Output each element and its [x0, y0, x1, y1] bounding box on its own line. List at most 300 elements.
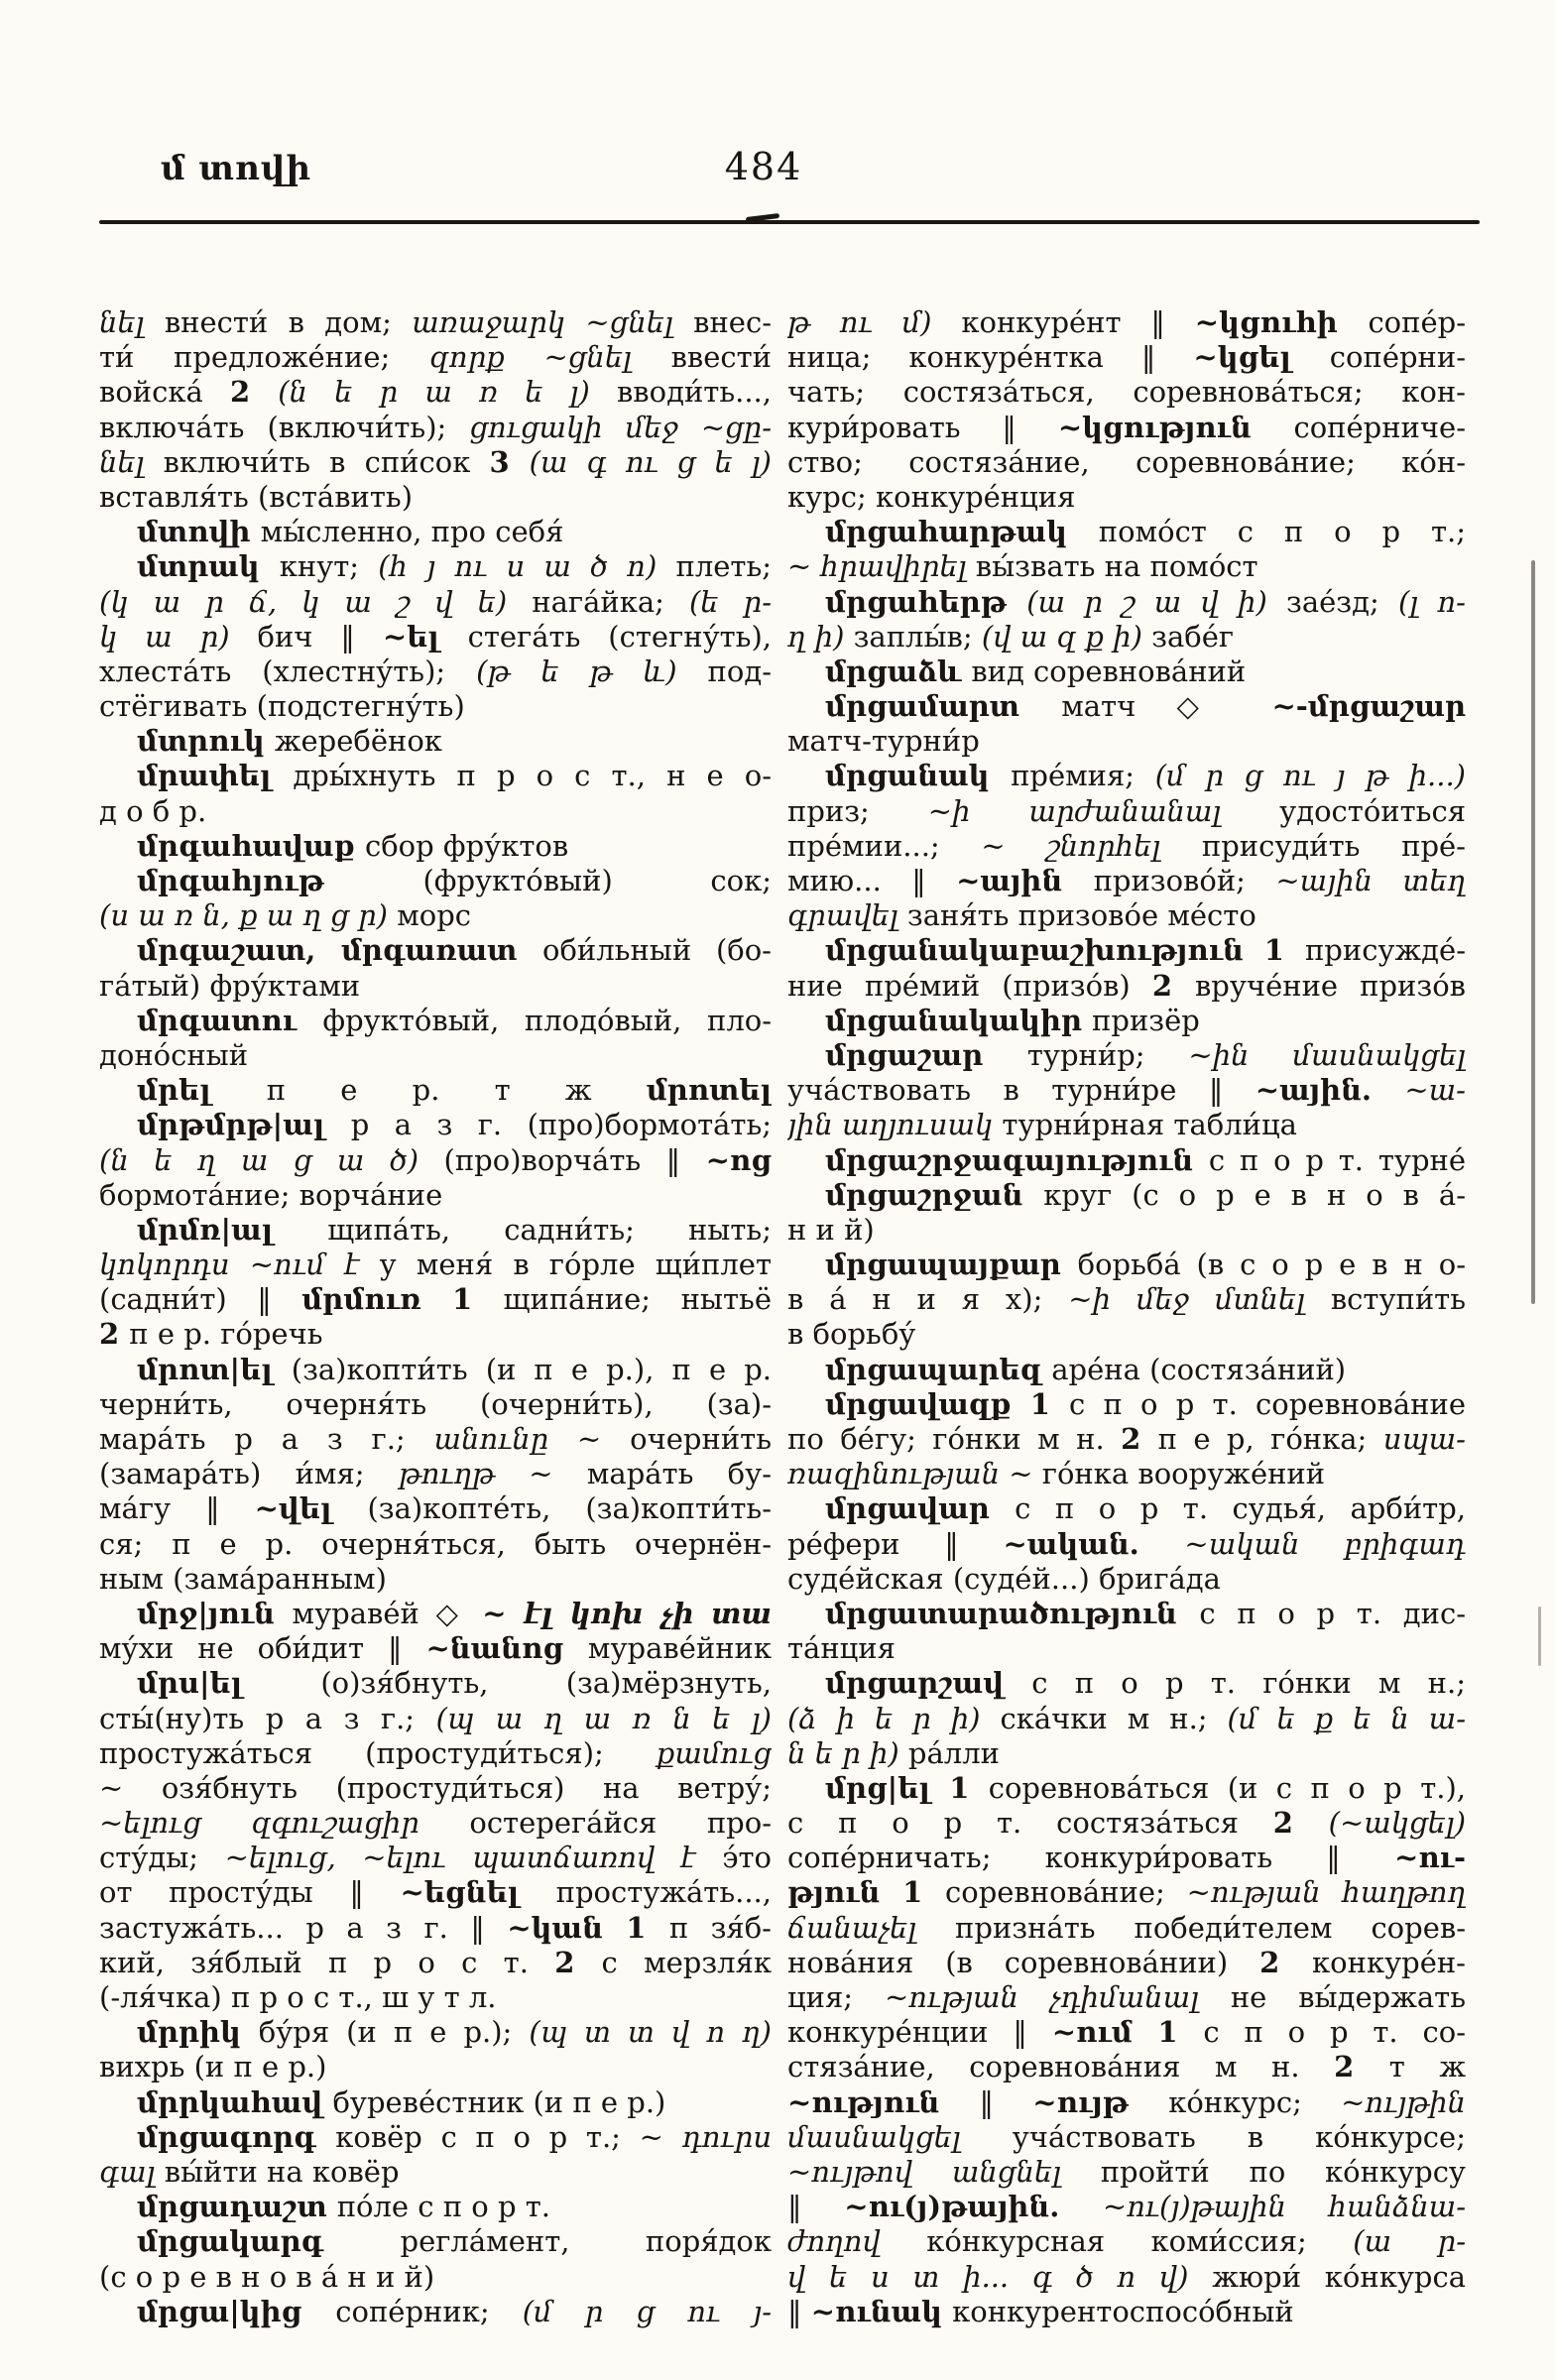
- entry-line: [787, 933, 1466, 968]
- translation-text: вы́йти на ковёр: [164, 2154, 400, 2189]
- headword-text: մրս|ել: [137, 1666, 321, 1701]
- entry-line: [99, 2155, 772, 2190]
- entry-line: [99, 829, 772, 864]
- translation-text: ма́гу ‖: [99, 1491, 255, 1526]
- headword-text: թյուն 1: [787, 1875, 945, 1910]
- translation-text: ко́нкурс;: [1168, 2084, 1342, 2119]
- headword-text: 3: [489, 444, 530, 479]
- headword-text: մրցավազք 1: [825, 1386, 1070, 1421]
- armenian-example-text: ժողով: [787, 2224, 927, 2259]
- translation-text: борьба́ (в с о р е в н о-: [1077, 1248, 1466, 1282]
- entry-line: [99, 1875, 772, 1910]
- entry-line: [99, 480, 772, 515]
- entry-line: [787, 2015, 1466, 2050]
- headword-text: ~ել: [382, 619, 468, 654]
- entry-line: [99, 549, 772, 584]
- entry-line: [787, 2120, 1466, 2155]
- entry-line: [787, 2155, 1466, 2190]
- armenian-example-text: ~ելուց զգուշացիր: [99, 1806, 470, 1841]
- armenian-example-text: (մ ե ք ե ն ա-: [1227, 1701, 1466, 1735]
- armenian-example-text: ճանաչել: [787, 1910, 956, 1945]
- headword-text: մրցադաշտ: [137, 2190, 337, 2224]
- translation-text: сты́(ну)ть р а з г.;: [99, 1701, 436, 1735]
- entry-line: [787, 305, 1466, 340]
- headword-text: ~ային.: [1255, 1073, 1405, 1108]
- translation-text: вводи́ть...,: [616, 375, 772, 410]
- translation-text: вы́звать на помо́ст: [975, 549, 1258, 584]
- translation-text: остерега́йся про-: [469, 1806, 772, 1841]
- translation-text: по́ле с п о р т.: [336, 2190, 551, 2224]
- entry-line: [99, 794, 772, 829]
- translation-text: уча́ствовать в турни́ре ‖: [787, 1073, 1256, 1108]
- entry-line: [787, 480, 1466, 515]
- entry-line: [99, 933, 772, 968]
- headword-text: 2: [1272, 1806, 1329, 1841]
- translation-text: удосто́иться: [1279, 793, 1466, 828]
- guide-word: մ տովի: [161, 149, 312, 188]
- entry-line: [99, 2120, 772, 2155]
- translation-text: плеть;: [675, 549, 772, 584]
- headword-text: մտրակ: [137, 549, 280, 584]
- entry-line: [99, 898, 772, 933]
- translation-text: э́то: [722, 1841, 772, 1875]
- translation-text: конкуре́нции ‖: [787, 2015, 1052, 2050]
- headword-text: մրցապայքար: [825, 1248, 1078, 1282]
- entry-line: [787, 2260, 1466, 2295]
- translation-text: п е р. го́речь: [129, 1317, 323, 1352]
- armenian-example-text: ն ե ր ի): [787, 1735, 908, 1770]
- entry-line: [99, 724, 772, 759]
- headword-text: ~ու-: [1393, 1841, 1466, 1875]
- translation-text: стяза́ние, соревнова́ния м н.: [787, 2050, 1335, 2084]
- translation-text: с п о р т. дис-: [1199, 1596, 1466, 1630]
- headword-text: մրոտ|ել: [137, 1352, 292, 1386]
- translation-text: матч-турни́р: [787, 724, 980, 759]
- translation-text: (за)копте́ть, (за)копти́ть-: [367, 1491, 772, 1526]
- translation-text: ‖: [979, 2084, 1033, 2119]
- entry-line: [99, 2190, 772, 2224]
- armenian-example-text: ~ելուց, ~ելու պատճառով է: [224, 1841, 723, 1875]
- translation-text: с п о р т. турне́: [1208, 1142, 1466, 1177]
- headword-text: ~վել: [254, 1491, 368, 1526]
- translation-text: сопе́рничать; конкури́ровать ‖: [787, 1841, 1394, 1875]
- translation-text: п е р, го́нка;: [1157, 1422, 1383, 1456]
- entry-line: [787, 1038, 1466, 1073]
- translation-text: га́тый) фру́ктами: [99, 968, 361, 1003]
- entry-line: [787, 1875, 1466, 1910]
- entry-line: [787, 1317, 1466, 1352]
- armenian-example-text: անունը ~: [433, 1422, 631, 1456]
- headword-text: մրթմրթ|ալ: [137, 1108, 351, 1142]
- armenian-example-text: ղ ի): [787, 619, 854, 654]
- entry-line: [99, 1841, 772, 1875]
- translation-text: пре́мия;: [1011, 759, 1155, 793]
- armenian-example-text: ~ության հաղթող: [1186, 1875, 1466, 1910]
- armenian-example-text: կոկորդս ~ում է: [99, 1248, 380, 1282]
- entry-line: [99, 689, 772, 724]
- translation-text: ска́чки м н.;: [1000, 1701, 1228, 1735]
- entry-line: [787, 724, 1466, 759]
- entry-line: [99, 1946, 772, 1980]
- armenian-example-text: (ա գ ու ց ե լ): [529, 444, 772, 479]
- armenian-example-text: (ն ե ղ ա ց ա ծ): [99, 1142, 444, 1177]
- entry-line: [99, 1073, 772, 1108]
- translation-text: у меня́ в го́рле щи́плет: [379, 1248, 772, 1282]
- translation-text: бормота́ние; ворча́ние: [99, 1177, 443, 1212]
- armenian-example-text: (~ակցել): [1328, 1806, 1466, 1841]
- armenian-example-text: (պ ա ղ ա ռ ն ե լ): [435, 1701, 772, 1735]
- entry-line: [99, 969, 772, 1004]
- armenian-example-text: ~ության չդիմանալ: [884, 1980, 1231, 2014]
- entry-line: [787, 1527, 1466, 1562]
- translation-text: пройти́ по ко́нкурсу: [1100, 2154, 1466, 2189]
- headword-text: 2: [99, 1317, 130, 1352]
- armenian-example-text: առաջարկ ~ցնել: [412, 305, 694, 339]
- armenian-example-text: ~ային տեղ: [1275, 864, 1466, 897]
- entry-line: [787, 864, 1466, 898]
- entry-line: [787, 1213, 1466, 1248]
- translation-text: ция;: [787, 1980, 885, 2014]
- translation-text: мураве́й ◇: [292, 1596, 483, 1630]
- headword-text: ~ային: [956, 864, 1094, 897]
- translation-text: простужа́ть...,: [555, 1875, 772, 1910]
- armenian-example-text: (ա ր-: [1353, 2224, 1466, 2259]
- translation-text: нага́йка;: [532, 584, 689, 619]
- translation-text: (садни́т) ‖: [99, 1282, 302, 1317]
- translation-text: оби́льный (бо-: [541, 933, 772, 968]
- translation-text: ра́лли: [907, 1735, 1000, 1770]
- headword-text: ~կցություն: [1057, 410, 1294, 444]
- translation-text: ние пре́мий (призо́в): [787, 968, 1152, 1003]
- entry-line: [99, 1491, 772, 1526]
- headword-text: ~ում 1: [1051, 2015, 1204, 2050]
- translation-text: простужа́ться (простуди́ться);: [99, 1735, 657, 1770]
- entry-line: [787, 375, 1466, 410]
- headword-text: մրցաձև: [825, 654, 972, 688]
- right-column: [787, 305, 1466, 2329]
- headword-text: ~-մրցաշար: [1271, 689, 1466, 724]
- armenian-example-text: (մ ր ց ու յ-: [522, 2294, 772, 2328]
- translation-text: внес-: [693, 305, 772, 339]
- armenian-example-text: (ա ր շ ա վ ի): [1026, 584, 1287, 619]
- translation-text: конкуре́нт ‖: [961, 305, 1195, 339]
- entry-line: [787, 1073, 1466, 1108]
- armenian-example-text: ~ի մեջ մտնել: [1068, 1282, 1331, 1317]
- translation-text: от просту́ды ‖: [99, 1875, 401, 1910]
- entry-line: [787, 585, 1466, 620]
- entry-line: [99, 2015, 772, 2050]
- translation-text: забе́г: [1151, 619, 1235, 654]
- entry-line: [787, 2050, 1466, 2084]
- armenian-example-text: ~ական բրիգադ: [1184, 1526, 1466, 1561]
- translation-text: (-ля́чка) п р о с т., ш у т л.: [99, 1980, 497, 2014]
- entry-line: [787, 1387, 1466, 1422]
- translation-text: мара́ть р а з г.;: [99, 1422, 434, 1456]
- entry-line: [99, 2260, 772, 2295]
- entry-line: [787, 689, 1466, 724]
- translation-text: стёгивать (подстегну́ть): [99, 689, 465, 724]
- translation-text: аре́на (состяза́ний): [1051, 1352, 1347, 1386]
- translation-text: стега́ть (стегну́ть),: [467, 619, 772, 654]
- entry-line: [99, 1562, 772, 1597]
- armenian-example-text: թ ու մ): [787, 305, 962, 339]
- armenian-example-text: ~ույթով անցնել: [787, 2154, 1101, 2189]
- armenian-example-text: ռազինության ~: [787, 1457, 1042, 1491]
- headword-text: մրմռ|ալ: [137, 1212, 328, 1247]
- entry-line: [787, 1806, 1466, 1841]
- entry-line: [99, 1702, 772, 1736]
- headword-text: ~կան 1: [507, 1910, 669, 1945]
- headword-text: մրցաշրջան: [825, 1177, 1044, 1212]
- translation-text: сопе́рниче-: [1293, 410, 1466, 444]
- translation-text: чать; состяза́ться, соревнова́ться; кон-: [787, 375, 1466, 410]
- entry-line: [99, 1457, 772, 1491]
- entry-line: [99, 1736, 772, 1771]
- translation-text: щипа́ние; нытьё: [503, 1282, 772, 1317]
- translation-text: (про)ворча́ть ‖: [443, 1142, 706, 1177]
- translation-text: озя́бнуть (простуди́ться) на ветру́;: [161, 1770, 772, 1805]
- translation-text: призёр: [1092, 1003, 1200, 1037]
- translation-text: бич ‖: [257, 619, 383, 654]
- headword-text: մրցապարեզ: [825, 1352, 1052, 1386]
- headword-text: ~ու(յ)թային.: [844, 2190, 1103, 2224]
- entry-line: [787, 1143, 1466, 1178]
- armenian-example-text: ~ շնորհել: [981, 828, 1202, 863]
- entry-line: [99, 759, 772, 793]
- headword-text: մրգաշատ, մրգառատ: [137, 933, 542, 968]
- headword-text: 2: [1334, 2050, 1389, 2084]
- translation-text: конкуре́н-: [1312, 1945, 1466, 1979]
- translation-text: с п о р т. судья́, арби́тр,: [1015, 1491, 1466, 1526]
- translation-text: турни́р;: [1026, 1037, 1189, 1072]
- entry-line: [99, 515, 772, 549]
- armenian-example-text: մասնակցել: [787, 2119, 1013, 2154]
- entry-line: [787, 1457, 1466, 1491]
- armenian-example-text: ~ հրավիրել: [787, 549, 976, 584]
- headword-text: ~կցուհի: [1194, 305, 1369, 339]
- translation-text: присуди́ть пре́-: [1201, 828, 1466, 863]
- entry-line: [99, 1213, 772, 1248]
- headword-text: մրափել: [137, 759, 294, 793]
- armenian-example-text: գրավել: [787, 898, 907, 933]
- armenian-example-text: ~ դուրս: [639, 2119, 772, 2154]
- armenian-example-text: (պ տ տ վ ո ղ): [529, 2015, 772, 2050]
- entry-line: [99, 1143, 772, 1178]
- headword-text: 2: [1259, 1945, 1313, 1979]
- entry-line: [99, 2224, 772, 2259]
- headword-text: ~նանոց: [425, 1631, 588, 1666]
- translation-text: по бе́гу; го́нки м н.: [787, 1422, 1122, 1456]
- translation-text: вруче́ние призо́в: [1194, 968, 1466, 1003]
- headword-text: մրջ|յուն: [137, 1596, 293, 1630]
- headword-text: 2: [1121, 1422, 1158, 1456]
- translation-text: круг (с о р е в н о в а́-: [1043, 1177, 1466, 1212]
- translation-text: п е р. т ж: [266, 1073, 647, 1108]
- entry-line: [99, 445, 772, 480]
- headword-text: մրցահերթ: [825, 584, 1027, 619]
- armenian-example-text: ~ու(յ)թային հանձնա-: [1102, 2190, 1466, 2224]
- translation-text: включи́ть в спи́сок: [163, 444, 490, 479]
- armenian-example-text: ~ա-: [1404, 1073, 1466, 1108]
- header-rule: [99, 220, 1480, 224]
- translation-text: щипа́ть, садни́ть; ныть;: [327, 1212, 772, 1247]
- headword-text: ~ական.: [1003, 1526, 1185, 1561]
- headword-text: 2: [554, 1945, 602, 1979]
- translation-text: мы́сленно, про себя́: [260, 515, 564, 549]
- headword-text: 2: [1151, 968, 1195, 1003]
- translation-text: сопе́р-: [1368, 305, 1466, 339]
- translation-text: призна́ть победи́телем сорев-: [955, 1910, 1466, 1945]
- scan-edge-artifact: [1538, 1606, 1541, 1666]
- translation-text: сопе́рни-: [1329, 340, 1466, 375]
- entry-line: [787, 1491, 1466, 1526]
- translation-text: соревнова́ться (и с п о р т.),: [988, 1770, 1466, 1805]
- headword-text: մրցահարթակ: [825, 515, 1099, 549]
- entry-line: [787, 2224, 1466, 2259]
- translation-text: мара́ть бу-: [586, 1457, 772, 1491]
- translation-text: регла́мент, поря́док: [400, 2224, 772, 2259]
- armenian-example-text: զորք ~ցնել: [428, 340, 671, 375]
- entry-line: [787, 759, 1466, 793]
- translation-text: войска́: [99, 375, 230, 410]
- translation-text: ‖: [787, 2294, 811, 2328]
- translation-text: сопе́рник;: [335, 2294, 523, 2328]
- armenian-example-text: ~ույթին: [1341, 2084, 1466, 2119]
- translation-text: курс; конкуре́нция: [787, 479, 1076, 514]
- entry-line: [787, 1631, 1466, 1666]
- translation-text: жюри́ ко́нкурса: [1212, 2259, 1466, 2294]
- headword-text: մրցաշրջագայություն: [825, 1142, 1209, 1177]
- entry-line: [99, 2050, 772, 2084]
- entry-line: [99, 864, 772, 898]
- entry-line: [99, 1980, 772, 2015]
- translation-text: бу́ря (и п е р.);: [258, 2015, 530, 2050]
- entry-line: [787, 1666, 1466, 1701]
- translation-text: вид соревнова́ний: [971, 654, 1247, 688]
- translation-text: очерни́ть: [630, 1422, 772, 1456]
- armenian-example-text: յին աղյուսակ: [787, 1108, 1003, 1142]
- translation-text: мию... ‖: [787, 864, 957, 897]
- entry-line: [787, 549, 1466, 584]
- armenian-example-text: ~ էլ կոխ չի տա: [482, 1596, 772, 1630]
- entry-line: [787, 1841, 1466, 1875]
- headword-text: մրցավար: [825, 1491, 1016, 1526]
- translation-text: суде́йская (суде́й...) брига́да: [787, 1561, 1221, 1596]
- entry-line: [787, 1702, 1466, 1736]
- headword-text: 2: [229, 375, 279, 410]
- translation-text: мураве́йник: [587, 1631, 772, 1666]
- headword-text: ~ոց: [705, 1142, 772, 1177]
- translation-text: пре́мии...;: [787, 828, 982, 863]
- translation-text: сту́ды;: [99, 1841, 225, 1875]
- entry-line: [787, 1946, 1466, 1980]
- entry-line: [787, 1004, 1466, 1038]
- armenian-example-text: (լ ո-: [1397, 584, 1466, 619]
- entry-line: [787, 794, 1466, 829]
- entry-line: [99, 1597, 772, 1631]
- headword-text: ~եցնել: [400, 1875, 556, 1910]
- headword-text: մրոտել: [646, 1073, 772, 1108]
- headword-text: ~ություն: [787, 2084, 980, 2119]
- page-number: 484: [724, 145, 803, 188]
- entry-line: [787, 1282, 1466, 1317]
- translation-text: с п о р т. со-: [1203, 2015, 1466, 2050]
- entry-line: [787, 1562, 1466, 1597]
- translation-text: включа́ть (включи́ть);: [99, 410, 470, 444]
- entry-line: [787, 2190, 1466, 2224]
- entry-line: [787, 2295, 1466, 2329]
- headword-text: մրրկահավ: [137, 2084, 333, 2119]
- translation-text: ство; состяза́ние, соревнова́ние; ко́н-: [787, 444, 1466, 479]
- translation-text: вставля́ть (вста́вить): [99, 479, 414, 514]
- translation-text: зае́зд;: [1286, 584, 1398, 619]
- entry-line: [99, 375, 772, 410]
- armenian-example-text: ցուցակի մեջ ~ցը-: [469, 410, 772, 444]
- translation-text: (о)зя́бнуть, (за)мёрзнуть,: [320, 1666, 772, 1701]
- headword-text: մրմուռ 1: [301, 1282, 504, 1317]
- entry-line: [99, 1108, 772, 1142]
- translation-text: матч ◇: [1061, 689, 1272, 724]
- armenian-example-text: կ ա ր): [99, 619, 258, 654]
- scan-edge-artifact: [1531, 560, 1535, 1304]
- entry-line: [99, 2085, 772, 2120]
- headword-text: մրցաշար: [825, 1037, 1027, 1072]
- entry-line: [99, 1666, 772, 1701]
- translation-text: та́нция: [787, 1631, 896, 1666]
- translation-text: п зя́б-: [668, 1910, 772, 1945]
- entry-line: [99, 654, 772, 689]
- entry-line: [787, 1353, 1466, 1387]
- entry-line: [99, 1631, 772, 1666]
- translation-text: доно́сный: [99, 1037, 249, 1072]
- translation-text: ко́нкурсная коми́ссия;: [926, 2224, 1354, 2259]
- translation-text: т ж: [1388, 2050, 1466, 2084]
- translation-text: призово́й;: [1093, 864, 1276, 897]
- translation-text: му́хи не оби́дит ‖: [99, 1631, 426, 1666]
- translation-text: ся; п е р. очерня́ться, быть очернён-: [99, 1526, 772, 1561]
- entry-line: [99, 1387, 772, 1422]
- entry-line: [99, 1422, 772, 1457]
- translation-text: ти́ предложе́ние;: [99, 340, 429, 375]
- entry-line: [787, 1597, 1466, 1631]
- armenian-example-text: (ս ա ռ ն, ք ա ղ ց ր): [99, 898, 398, 933]
- translation-text: нова́ния (в соревнова́нии): [787, 1945, 1260, 1979]
- entry-line: [787, 1980, 1466, 2015]
- headword-text: մրց|ել 1: [825, 1770, 989, 1805]
- entry-line: [99, 1004, 772, 1038]
- translation-text: ре́фери ‖: [787, 1526, 1004, 1561]
- headword-text: մրգատու: [137, 1003, 323, 1037]
- entry-line: [787, 1178, 1466, 1213]
- translation-text: (за)копти́ть (и п е р.), п е р.: [291, 1352, 772, 1386]
- translation-text: заня́ть призово́е ме́сто: [906, 898, 1256, 933]
- entry-line: [99, 1806, 772, 1841]
- translation-text: сбор фру́ктов: [364, 828, 569, 863]
- headword-text: մրել: [137, 1073, 267, 1108]
- translation-text: д о б р.: [99, 793, 207, 828]
- armenian-example-text: (ձ ի ե ր ի): [787, 1701, 1001, 1735]
- translation-text: вступи́ть: [1330, 1282, 1466, 1317]
- headword-text: մրցարշավ: [825, 1666, 1032, 1701]
- entry-line: [787, 898, 1466, 933]
- armenian-example-text: (թ ե թ և): [476, 654, 708, 688]
- entry-line: [99, 1178, 772, 1213]
- entry-line: [99, 411, 772, 445]
- entry-line: [99, 340, 772, 375]
- entry-line: [99, 1353, 772, 1387]
- translation-text: кнут;: [279, 549, 379, 584]
- headword-text: ~ույթ: [1032, 2084, 1169, 2119]
